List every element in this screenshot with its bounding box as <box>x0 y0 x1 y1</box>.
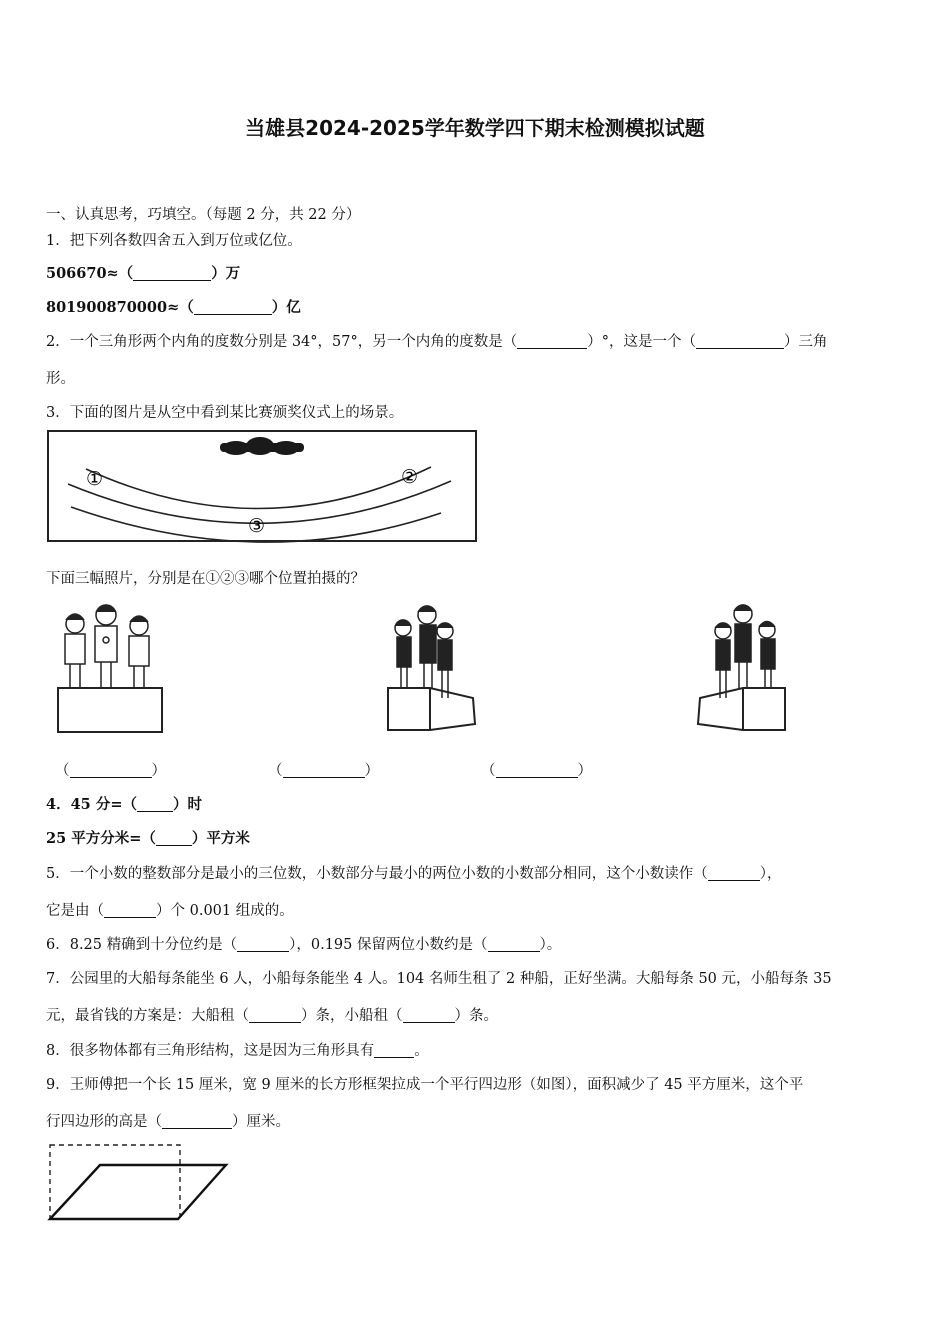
q1-a-prefix: 506670≈（ <box>46 265 134 282</box>
q7-big-boat-blank[interactable] <box>249 1008 301 1024</box>
q6-blank-1[interactable] <box>237 937 289 953</box>
section-heading: 一、认真思考，巧填空。（每题 2 分，共 22 分） <box>46 207 361 223</box>
aerial-view-figure <box>46 429 478 544</box>
parallelogram-figure <box>46 1142 232 1224</box>
podium-block <box>698 688 785 730</box>
q5-line1: 5．一个小数的整数部分是最小的三位数，小数部分与最小的两位小数的小数部分相同，这个小数读作（ ）， <box>46 866 782 882</box>
page-title: 当雄县2024-2025学年数学四下期末检测模拟试题 <box>245 116 705 140</box>
q2-line2: 形。 <box>46 371 75 387</box>
q2-suffix: ）三角 <box>783 334 828 350</box>
podium-block <box>388 688 475 730</box>
photo-3-figure <box>695 600 790 735</box>
q5-read-blank[interactable] <box>708 866 760 882</box>
q2-mid: ）°，这是一个（ <box>587 334 696 350</box>
q4-b-blank[interactable] <box>156 831 192 847</box>
q5-line2: 它是由（ ）个 0.001 组成的。 <box>46 903 294 919</box>
position-label-2: ② <box>401 466 419 488</box>
photo-1-answer: （ ） <box>55 763 166 779</box>
q9-line1: 9．王师傅把一个长 15 厘米，宽 9 厘米的长方形框架拉成一个平行四边形（如图），面积减少了 45 平方厘米，这个平 <box>46 1077 804 1093</box>
q4-item-a: 4．45 分=（ ）时 <box>46 796 202 813</box>
position-label-3: ③ <box>248 515 266 537</box>
photo-2-blank[interactable] <box>283 763 365 779</box>
q7-line2: 元，最省钱的方案是：大船租（ ）条，小船租（ ）条。 <box>46 1008 498 1024</box>
q8-blank[interactable] <box>374 1043 414 1059</box>
position-label-1: ① <box>86 468 104 490</box>
photo-2-answer: （ ） <box>268 763 379 779</box>
q2-prefix: 2．一个三角形两个内角的度数分别是 34°，57°，另一个内角的度数是（ <box>46 334 518 350</box>
q1-item-a <box>46 262 240 283</box>
q2-blank-degree[interactable] <box>517 334 587 350</box>
q9-blank[interactable] <box>162 1114 232 1130</box>
q9-line2: 行四边形的高是（ ）厘米。 <box>46 1114 290 1130</box>
q1-a-suffix: ）万 <box>211 265 241 282</box>
q1-b-blank[interactable] <box>194 300 272 316</box>
photo-1-blank[interactable] <box>70 763 152 779</box>
q8-line: 8．很多物体都有三角形结构，这是因为三角形具有 。 <box>46 1043 429 1059</box>
q3-text: 3．下面的图片是从空中看到某比赛颁奖仪式上的场景。 <box>46 405 404 421</box>
photo-1-figure <box>55 600 170 735</box>
q4-a-blank[interactable] <box>137 797 173 813</box>
original-rectangle <box>50 1145 180 1219</box>
photo-3-blank[interactable] <box>496 763 578 779</box>
q1-text: 1．把下列各数四舍五入到万位或亿位。 <box>46 233 302 249</box>
photo-2-figure <box>385 600 480 735</box>
q1-b-prefix: 801900870000≈（ <box>46 299 194 316</box>
q2-line1 <box>46 330 827 351</box>
photo-3-answer: （ ） <box>481 763 592 779</box>
q7-small-boat-blank[interactable] <box>403 1008 455 1024</box>
q6-line: 6．8.25 精确到十分位约是（ ），0.195 保留两位小数约是（ ）。 <box>46 937 562 953</box>
q2-blank-type[interactable] <box>696 334 784 350</box>
podium-block <box>58 688 162 732</box>
q3-question: 下面三幅照片，分别是在①②③哪个位置拍摄的？ <box>46 571 365 587</box>
q1-item-b <box>46 296 301 317</box>
q4-item-b: 25 平方分米=（ ）平方米 <box>46 830 250 847</box>
q5-count-blank[interactable] <box>104 903 156 919</box>
q6-blank-2[interactable] <box>488 937 540 953</box>
q1-b-suffix: ）亿 <box>271 299 301 316</box>
q7-line1: 7．公园里的大船每条能坐 6 人，小船每条能坐 4 人。104 名师生租了 2 种船，正好坐满。大船每条 50 元，小船每条 35 <box>46 971 832 987</box>
parallelogram-shape <box>50 1165 226 1219</box>
q1-a-blank[interactable] <box>133 266 211 282</box>
